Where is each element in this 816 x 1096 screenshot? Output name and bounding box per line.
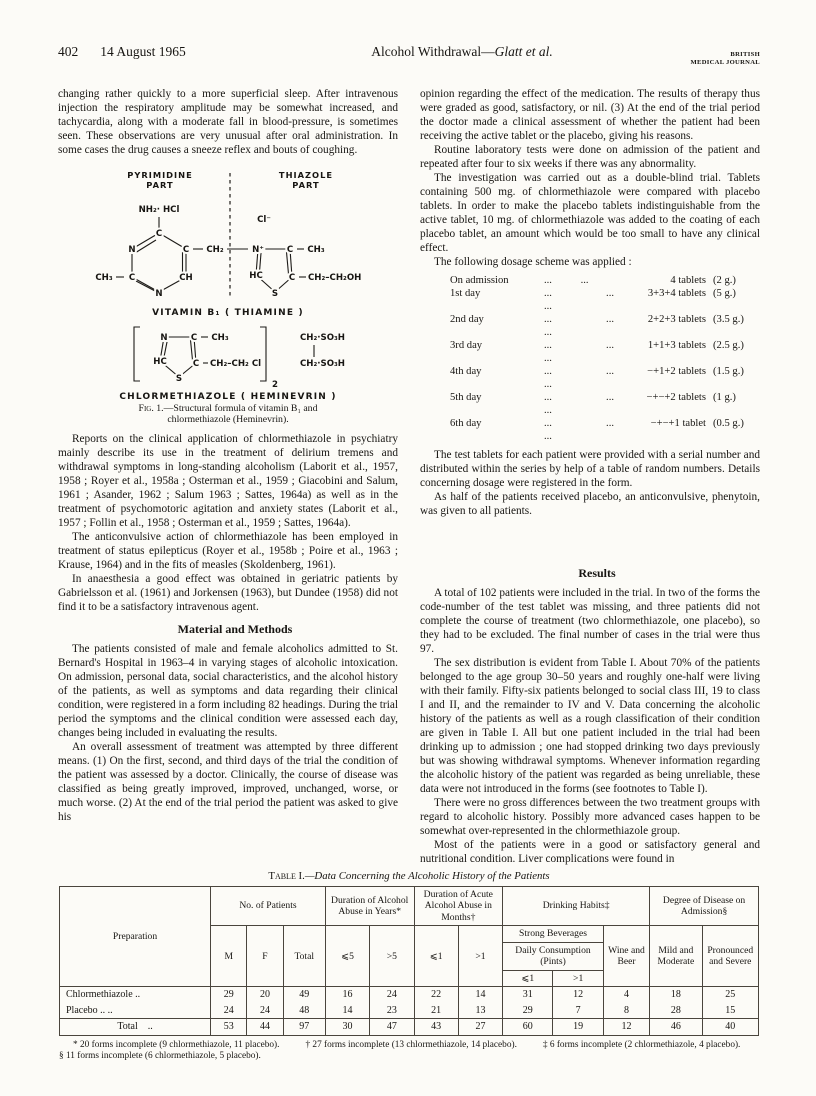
col-header-wine-and-beer: Wine and Beer xyxy=(603,926,649,987)
col-header-le5: ⩽5 xyxy=(325,926,369,987)
running-title xyxy=(268,44,656,60)
col-header-drinking-habits: Drinking Habits‡ xyxy=(503,886,650,926)
footnote-asterisk: * 20 forms incomplete (9 chlormethiazole, 11 placebo). xyxy=(73,1039,280,1050)
hydroxyethyl-group: CH₂–CH₂OH xyxy=(308,272,362,283)
body-paragraph: changing rather quickly to a more superficial sleep. After intravenous injection the respiratory amplitude may be somewhat increased, and tachycardia, along with a moderate fall in blood-pressure, is sometimes seen. These observations are very unusual after oral administration. In some cases the drug causes a sneeze reflex and bouts of coughing. xyxy=(58,87,398,156)
body-paragraph: Reports on the clinical application of chlormethiazole in psychiatry mainly describe its use in the treatment of delirium tremens and withdrawal symptoms in long-standing alcoholism (Laborit et al., 1957, 1958 ; Royer et al., 1958a ; Osterman et al., 1959 ; Giacobini and Salum, 1961 ; Asander, 1962 ; Salum 1963 ; Sattes, 1964a) as well as in the treatment of psychomotoric agitation and anxiety states (Laborit et al., 1957 ; Follin et al., 1958 ; Osterman et al., 1959 ; Sattes, 1964a). xyxy=(58,432,398,529)
body-paragraph: There were no gross differences between the two treatment groups with regard to alcoholic history. Possibly more advanced cases happen to be somewhat over-represented in the chlormethiazole group. xyxy=(420,796,760,837)
svg-text:S: S xyxy=(175,373,183,384)
methylene-bridge: CH₂ xyxy=(206,244,224,255)
col-header-daily-gt1: >1 xyxy=(553,970,603,987)
col-header-le1: ⩽1 xyxy=(414,926,458,987)
col-header-daily-le1: ⩽1 xyxy=(503,970,553,987)
body-paragraph: A total of 102 patients were included in the trial. In two of the forms the code-number of the test tablet was missing, and three patients did not complete the course of treatment (two chlormethiazole, one placebo), so they had to be excluded. The final number of cases in the trial were thus 97. xyxy=(420,586,760,655)
page-number: 402 xyxy=(58,44,79,59)
footnote-double-dagger: ‡ 6 forms incomplete (2 chlormethiazole, 4 placebo). xyxy=(542,1039,741,1050)
body-paragraph: The following dosage scheme was applied : xyxy=(434,255,632,268)
svg-text:C: C xyxy=(182,244,190,255)
body-paragraph: In anaesthesia a good effect was obtained in geriatric patients by Gabrielsson et al. (1961) and Jorkensen (1963), but Dundee (1958) did not find it to be a satisfactory intravenous agent. xyxy=(58,572,398,613)
pyrimidine-part-label: PYRIMIDINE xyxy=(127,169,193,180)
col-header-gt1: >1 xyxy=(458,926,502,987)
left-column xyxy=(58,87,398,866)
dosage-row: 6th day ... ... ... −+−+1 tablet (0.5 g.) xyxy=(450,417,744,442)
figure-1-structural-formula xyxy=(60,165,396,403)
col-header-f: F xyxy=(247,926,283,987)
page-number-and-date xyxy=(58,44,268,60)
methyl-group: CH₃ xyxy=(211,332,229,343)
bracket-left xyxy=(134,327,140,381)
dosage-row: 4th day ... ... ... −+1+2 tablets (1.5 g.) xyxy=(450,365,744,390)
table-row-total: Total .. 53 44 97 30 47 43 27 60 19 12 46 40 xyxy=(60,1019,759,1036)
svg-text:C: C xyxy=(190,332,198,343)
body-paragraph: As half of the patients received placebo, an anticonvulsive, phenytoin, was given to all patients. xyxy=(420,490,760,517)
body-paragraph: The sex distribution is evident from Table I. About 70% of the patients belonged to the age group 30–50 years and roughly one-half were living with their family. Fifty-six patients belonged to social class III, 19 to class I and II, and the remainder to IV and V. Data concerning the alcoholic history of the patients as well as a rough classification of their condition are given in Table I. All but one patient included in the trial had been drinking up to admission ; one had stopped drinking two days previously but was showing withdrawal symptoms. Whenever information regarding the alcoholic history of the patient was regarded as being unreliable, these data were not introduced in the forms (see footnotes to Table I). xyxy=(420,656,760,795)
dosage-row: 3rd day ... ... ... 1+1+3 tablets (2.5 g.) xyxy=(450,339,744,364)
amine-group: NH₂· HCl xyxy=(138,204,180,215)
right-column xyxy=(420,87,760,866)
figure-1-caption: Fig. 1.—Structural formula of vitamin B₁ and chlormethiazole (Heminevrin). xyxy=(138,402,318,426)
two-column-body xyxy=(58,87,760,866)
svg-text:HC: HC xyxy=(153,356,167,367)
running-head xyxy=(58,44,760,67)
svg-text:C: C xyxy=(288,272,296,283)
dosage-row: 5th day ... ... ... −+−+2 tablets (1 g.) xyxy=(450,391,736,416)
chlormethiazole-caption: CHLORMETHIAZOLE ( HEMINEVRIN ) xyxy=(119,391,337,402)
svg-text:C: C xyxy=(128,272,136,283)
body-paragraph: opinion regarding the effect of the medication. The results of therapy thus were graded as good, satisfactory, or nil. (3) At the end of the trial period the doctor made a clinical assessment of whether the patient had been receiving the active tablet or the placebo, giving his reasons. xyxy=(420,87,760,142)
table-row-placebo: Placebo .. .. 24 24 48 14 23 21 13 29 7 8 28 15 xyxy=(60,1003,759,1019)
section-heading-results: Results xyxy=(578,565,616,580)
table-1 xyxy=(59,886,759,1036)
body-paragraph: The anticonvulsive action of chlormethiazole has been employed in treatment of status epilepticus (Royer et al., 1958b ; Poire et al., 1963 ; Krause, 1964) and in the fits of measles (Skoldenberg, 1961). xyxy=(58,530,398,571)
bracket-subscript: 2 xyxy=(272,379,278,390)
chloride-ion: Cl⁻ xyxy=(257,214,271,225)
table-1-caption: Table I.—Data Concerning the Alcoholic History of the Patients xyxy=(268,869,550,882)
svg-text:PART: PART xyxy=(292,179,320,190)
svg-text:N: N xyxy=(128,244,136,255)
bracket-right xyxy=(260,327,266,381)
footnote-dagger: † 27 forms incomplete (13 chlormethiazole, 14 placebo). xyxy=(305,1039,517,1050)
svg-text:C: C xyxy=(286,244,294,255)
table-1-block xyxy=(58,870,760,1063)
body-paragraph: An overall assessment of treatment was attempted by three different means. (1) On the first, second, and third days of the trial the condition of the patient was assessed by a doctor. Clinically, the course of disease was classified as being greatly improved, improved, unchanged, worse, or much worse. (2) At the end of the trial period the patient was asked to give his xyxy=(58,740,398,823)
svg-text:N: N xyxy=(155,288,163,299)
section-heading-material-and-methods: Material and Methods xyxy=(177,621,293,636)
figure-1 xyxy=(58,165,398,426)
col-header-pronounced-severe: Pronounced and Severe xyxy=(702,926,758,987)
table-row-chlormethiazole: Chlormethiazole .. 29 20 49 16 24 22 14 31 12 4 18 25 xyxy=(60,987,759,1003)
thiazole-part-label: THIAZOLE xyxy=(278,169,334,180)
svg-text:HC: HC xyxy=(249,270,263,281)
dosage-row: 1st day ... ... ... 3+3+4 tablets (5 g.) xyxy=(450,287,736,312)
svg-text:S: S xyxy=(271,288,279,299)
col-header-no-of-patients: No. of Patients xyxy=(211,886,326,926)
methyl-group: CH₃ xyxy=(307,244,325,255)
methyl-group: CH₃ xyxy=(95,272,113,283)
body-paragraph: The test tablets for each patient were provided with a serial number and distributed within the series by help of a table of random numbers. Details concerning dosage were registered in the form. xyxy=(420,448,760,489)
footnote-section: § 11 forms incomplete (6 chlormethiazole, 5 placebo). xyxy=(59,1051,261,1062)
col-header-duration-years: Duration of Alcohol Abuse in Years* xyxy=(325,886,414,926)
body-paragraph: Routine laboratory tests were done on admission of the patient and repeated after four to six weeks if there was any abnormality. xyxy=(420,143,760,170)
col-header-gt5: >5 xyxy=(370,926,414,987)
col-header-duration-months: Duration of Acute Alcohol Abuse in Months† xyxy=(414,886,503,926)
journal-name: BRITISH MEDICAL JOURNAL xyxy=(690,51,760,66)
running-title-text: Alcohol Withdrawal— xyxy=(371,44,495,59)
edisylate-bottom: CH₂·SO₃H xyxy=(300,358,345,369)
col-header-strong-beverages: Strong Beverages xyxy=(503,926,604,943)
vitamin-b1-caption: VITAMIN B₁ ( THIAMINE ) xyxy=(152,307,304,318)
col-header-degree-of-disease: Degree of Disease on Admission§ xyxy=(650,886,759,926)
body-paragraph: The patients consisted of male and female alcoholics admitted to St. Bernard's Hospital in 1963–4 in varying stages of alcoholic intoxication. On admission, personal data, social characteristics, and the alcohol history of the patients, as well as symptoms and data regarding their clinical condition, were registered in a form including 82 headings. During the trial period the symptoms and the clinical condition were assessed each day, changes being included in evaluating the results. xyxy=(58,642,398,739)
col-header-daily-consumption: Daily Consumption (Pints) xyxy=(503,942,604,970)
dosage-row: On admission ... ... 4 tablets (2 g.) xyxy=(450,274,736,286)
col-header-mild-moderate: Mild and Moderate xyxy=(650,926,702,987)
svg-text:CH: CH xyxy=(179,272,193,283)
svg-text:N⁺: N⁺ xyxy=(252,244,264,255)
col-header-m: M xyxy=(211,926,247,987)
chloroethyl-group: CH₂–CH₂ Cl xyxy=(210,358,262,369)
svg-text:C: C xyxy=(192,358,200,369)
col-header-total: Total xyxy=(283,926,325,987)
running-title-authors: Glatt et al. xyxy=(494,44,553,59)
body-paragraph: Most of the patients were in a good or satisfactory general and nutritional condition. Liver complications were found in xyxy=(420,838,760,865)
issue-date: 14 August 1965 xyxy=(100,44,186,59)
edisylate-top: CH₂·SO₃H xyxy=(300,332,345,343)
svg-text:PART: PART xyxy=(146,179,174,190)
svg-text:N: N xyxy=(160,332,168,343)
col-header-preparation: Preparation xyxy=(60,886,211,987)
svg-text:C: C xyxy=(155,228,163,239)
body-paragraph: The investigation was carried out as a double-blind trial. Tablets containing 500 mg. of chlormethiazole were compared with placebo tablets. In order to make the placebo tablets indistinguishable from the active tablet, 10 mg. of chlormethiazole was added to the coating of each placebo tablet, an amount which would be too small to have any clinical effect. xyxy=(420,171,760,254)
dosage-row: 2nd day ... ... ... 2+2+3 tablets (3.5 g.) xyxy=(450,313,744,338)
table-1-footnotes xyxy=(59,1040,759,1063)
dosage-scheme xyxy=(450,274,752,443)
